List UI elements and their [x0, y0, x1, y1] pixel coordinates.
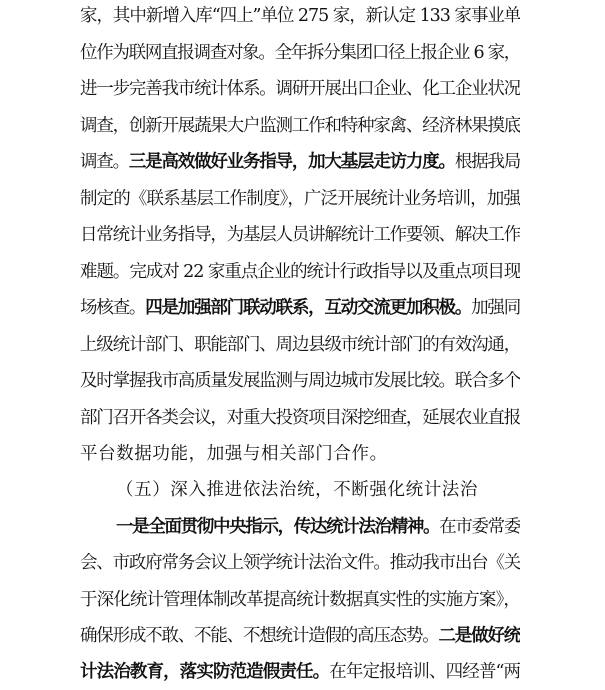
text-line: 日常统计业务指导，为基层人员讲解统计工作要领、解决工作: [80, 225, 520, 245]
text-line: 会、市政府常务会议上领学统计法治文件。推动我市出台《关: [80, 553, 520, 573]
text-line: 家，其中新增入库“四上”单位 275 家，新认定 133 家事业单: [80, 6, 520, 26]
text-line: 平台数据功能，加强与相关部门合作。: [80, 444, 388, 464]
text-line: 场核查。四是加强部门联动联系，互动交流更加积极。加强同: [80, 298, 520, 318]
text-line: 及时掌握我市高质量发展监测与周边城市发展比较。联合多个: [80, 371, 520, 391]
text-line: 制定的《联系基层工作制度》，广泛开展统计业务培训，加强: [80, 189, 520, 209]
bold-phrase: 四是加强部门联动联系，互动交流更加积极。: [145, 298, 472, 318]
text-line: 进一步完善我市统计体系。调研开展出口企业、化工企业状况: [80, 79, 520, 99]
bold-phrase: 二是做好统: [438, 626, 520, 646]
text-line: 部门召开各类会议，对重大投资项目深挖细查，延展农业直报: [80, 408, 520, 428]
text-line: 调查，创新开展蔬果大户监测工作和特种家禽、经济林果摸底: [80, 116, 520, 136]
text-line: 上级统计部门、职能部门、周边县级市统计部门的有效沟通，: [80, 335, 520, 355]
section-heading: （五）深入推进依法治统，不断强化统计法治: [116, 480, 478, 500]
text-line: 位作为联网直报调查对象。全年拆分集团口径上报企业 6 家，: [80, 43, 520, 63]
text-line: 确保形成不敢、不能、不想统计造假的高压态势。二是做好统: [80, 626, 520, 646]
bold-phrase: 计法治教育，落实防范造假责任。: [80, 662, 330, 682]
text-line: 难题。完成对 22 家重点企业的统计行政指导以及重点项目现: [80, 262, 520, 282]
text-line: 调查。三是高效做好业务指导，加大基层走访力度。根据我局: [80, 152, 520, 172]
bold-phrase: 三是高效做好业务指导，加大基层走访力度。: [128, 152, 455, 172]
bold-phrase: 一是全面贯彻中央指示，传达统计法治精神。: [116, 517, 440, 537]
text-line: 一是全面贯彻中央指示，传达统计法治精神。在市委常委: [116, 517, 520, 537]
text-line: 于深化统计管理体制改革提高统计数据真实性的实施方案》，: [80, 590, 520, 610]
text-line: 计法治教育，落实防范造假责任。在年定报培训、四经普“两: [80, 662, 520, 682]
